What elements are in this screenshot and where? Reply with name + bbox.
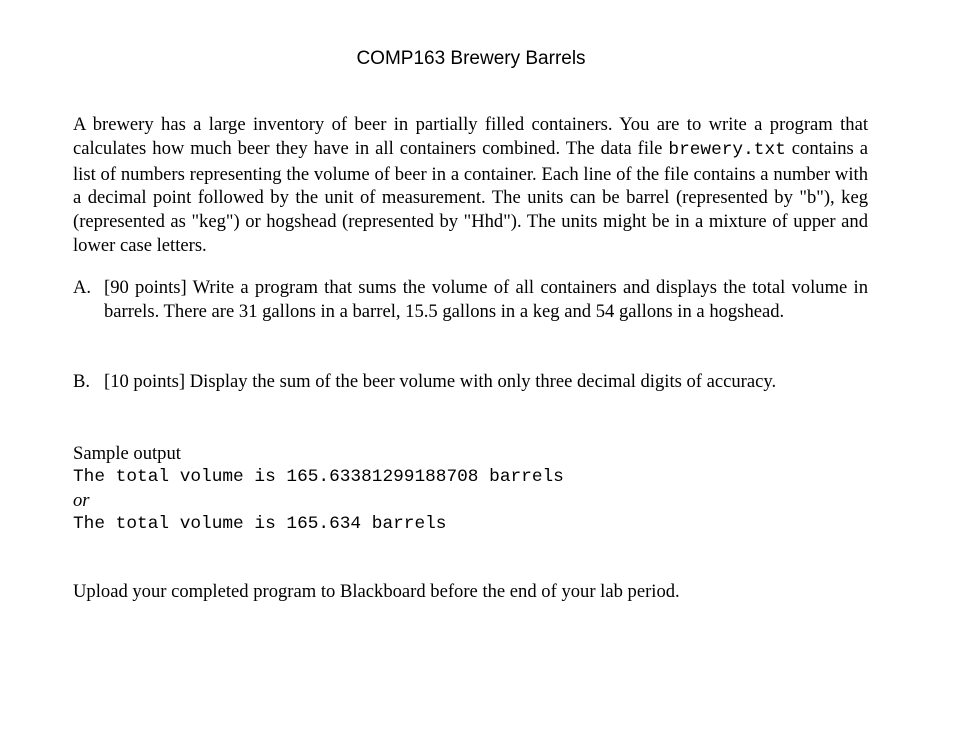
item-text: [10 points] Display the sum of the beer volume with only three decimal digits of accuracy. [104,371,777,392]
sample-output-line-rounded: The total volume is 165.634 barrels [73,513,447,534]
sample-output-section [73,442,868,536]
item-letter: B. [73,371,91,392]
sample-output-or: or [73,490,90,512]
intro-text-start: A brewery has a large inventory of beer in partially filled containers. You are to write a program that calculates how much beer they have in all containers combined. The data file [73,114,868,159]
item-text: [90 points] Write a program that sums the volume of all containers and displays the total volume in barrels. There are 31 gallons in a barrel, 15.5 gallons in a keg and 54 gallons in a hogshead. [104,277,868,322]
requirement-item-a [73,276,868,324]
item-letter: A. [73,277,92,298]
intro-paragraph [73,113,868,258]
requirement-item-b [73,370,868,394]
sample-output-heading: Sample output [73,443,181,464]
intro-text-end: contains a list of numbers representing the volume of beer in a container. Each line of the file contains a number with a decimal point followed by the unit of measurement. The units can be barrel (represented by "b"), keg (represented as "keg") or hogshead (represented by "Hhd"). The units might be in a mixture of upper and lower case letters. [73,137,869,256]
sample-output-line-full: The total volume is 165.63381299188708 barrels [73,466,564,487]
data-filename: brewery.txt [668,139,786,160]
upload-instruction: Upload your completed program to Blackboard before the end of your lab period. [73,581,680,602]
document-title: COMP163 Brewery Barrels [356,48,586,69]
